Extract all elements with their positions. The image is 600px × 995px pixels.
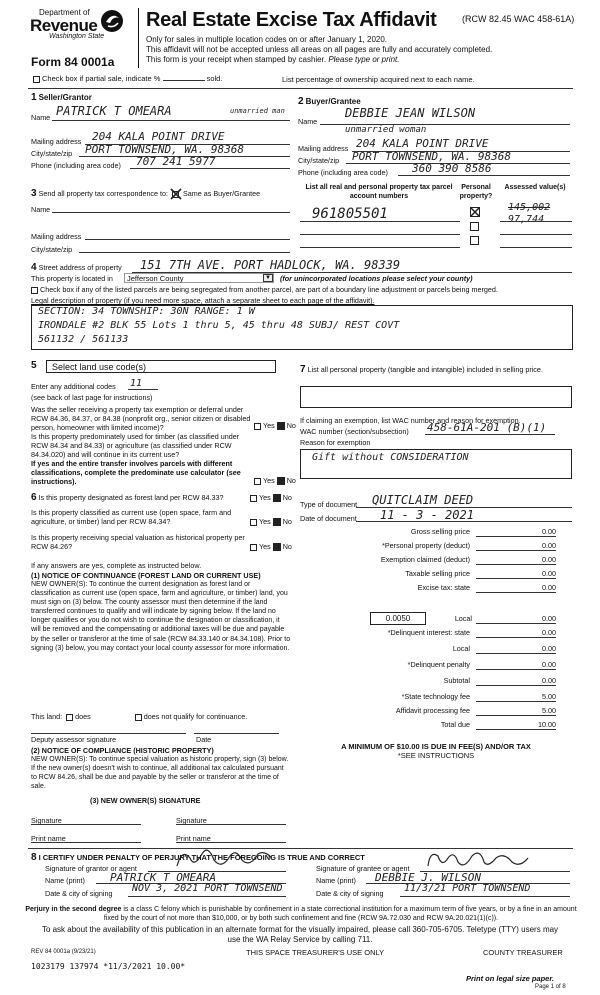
buyer-heading: Buyer/Grantee [305, 97, 361, 106]
seller-city[interactable]: PORT TOWNSEND, WA. 98368 [85, 143, 244, 156]
section-5-num: 5 [31, 360, 37, 371]
personal-prop-col-header: Personal property? [459, 184, 493, 200]
note-2: This affidavit will not be accepted unless all areas on all pages are fully and accurately completed. [146, 45, 493, 54]
does-label: does [75, 712, 91, 721]
taxable-price-label: Taxable selling price [405, 569, 470, 578]
see-instructions: *SEE INSTRUCTIONS [397, 751, 475, 760]
timber-no-label: No [286, 476, 296, 485]
rcw-reference: (RCW 82.45 WAC 458-61A) [462, 14, 575, 24]
corr-mailing-label: Mailing address [31, 232, 82, 241]
reason-value: Gift without CONSIDERATION [312, 452, 469, 463]
delinquent-state-value[interactable]: 0.00 [476, 628, 556, 638]
tech-fee-label: *State technology fee [401, 692, 470, 701]
doc-type-value[interactable]: QUITCLAIM DEED [372, 493, 474, 507]
county-treasurer: COUNTY TREASURER [483, 948, 563, 957]
local-label: Local [454, 614, 472, 623]
section-1-num: 1 [31, 92, 37, 103]
delinquent-penalty-label: *Delinquent penalty [407, 660, 470, 669]
section-2-num: 2 [298, 96, 304, 107]
q-forest: Is this property designated as forest land per RCW 84.33? [38, 493, 224, 502]
subtotal-label: Subtotal [443, 676, 470, 685]
current-use-yes-label: Yes [259, 517, 271, 526]
buyer-name[interactable]: DEBBIE JEAN WILSON [345, 106, 476, 120]
partial-sale-checkbox[interactable] [33, 76, 40, 83]
seller-name-note: unmarried man [230, 107, 285, 115]
personal-deduct-value[interactable]: 0.00 [476, 541, 556, 551]
notice-2-title: (2) NOTICE OF COMPLIANCE (HISTORIC PROPERTY) [31, 746, 214, 755]
county-note: (for unincorporated locations please select your county) [280, 274, 473, 283]
same-as-label: Same as Buyer/Grantee [183, 189, 261, 198]
partial-sale-label: Check box if partial sale, indicate % [42, 74, 161, 83]
agency-line2: Revenue [30, 16, 98, 35]
alt-format-note: To ask about the availability of this publication in an alternate format for the visually impaired, please call 360-705-6705. Teletype (TTY) users may use the WA Relay Service by calling 711. [41, 925, 559, 944]
legal-paper-note: Print on legal size paper. [466, 974, 554, 983]
local-2-value[interactable]: 0.00 [476, 644, 556, 654]
print-name-label-2: Print name [176, 834, 211, 843]
assessed-col-header: Assessed value(s) [504, 184, 566, 191]
section-7-num: 7 [300, 364, 306, 375]
excise-state-value[interactable]: 0.00 [476, 583, 556, 593]
seller-heading: Seller/Grantor [38, 93, 92, 102]
historic-no-label: No [282, 542, 292, 551]
agency-line3: Washington State [49, 33, 105, 40]
timber-no-checkbox[interactable] [277, 477, 285, 485]
exemption-deduct-label: Exemption claimed (deduct) [380, 555, 470, 564]
county-value: Jefferson County [127, 274, 184, 283]
exemption-claim-label: If claiming an exemption, list WAC number and reason for exemption. [300, 416, 521, 425]
grantor-name-label: Name (print) [45, 876, 85, 885]
tech-fee-value[interactable]: 5.00 [476, 692, 556, 702]
tax-rate-field[interactable]: 0.0050 [370, 612, 426, 625]
page-number: Page 1 of 8 [535, 984, 566, 990]
exemption-no-checkbox[interactable] [277, 422, 285, 430]
certify-heading: I CERTIFY UNDER PENALTY OF PERJURY THAT THE FOREGOING IS TRUE AND CORRECT [38, 853, 365, 862]
new-owner-sig-heading: (3) NEW OWNER(S) SIGNATURE [90, 796, 201, 805]
seller-mailing[interactable]: 204 KALA POINT DRIVE [92, 130, 225, 143]
segregated-checkbox[interactable] [31, 287, 38, 294]
segregated-label: Check box if any of the listed parcels are being segregated from another parcel, are part of a boundary line adjustment or parcels being merged. [40, 285, 498, 294]
q-timber-note: If yes and the entire transfer involves parcels with different classifications, complete the predominate use calculator (see instructions). [31, 459, 241, 486]
sold-label: sold. [206, 74, 223, 83]
buyer-phone-label: Phone (including area code) [298, 168, 388, 177]
notice-1-text: NEW OWNER(S): To continue the current designation as forest land or classification as current use (open space, farm and agriculture, or timber) land, you must sign on (3) below. The county assessor must then determine if the land transferred continues to qualify and will indicate by signing below. If the land no longer qualifies or you do not wish to continue the designation or classification, it will be removed and the compensating or additional taxes will be due and payable by the seller or transferor at the time of sale (RCW 84.33.140 or 84.34.108). Prior to signing (3) below, you may contact your local county assessor for more information. [31, 581, 291, 652]
same-as-buyer-checkbox[interactable] [172, 191, 179, 198]
seller-name-label: Name [31, 113, 51, 122]
total-due-value[interactable]: 10.00 [476, 720, 556, 730]
exemption-yes-checkbox[interactable] [254, 423, 261, 430]
grantor-signature-text [192, 853, 269, 863]
buyer-city-label: City/state/zip [298, 156, 340, 165]
grantee-name-label: Name (print) [316, 876, 356, 885]
additional-codes-value[interactable]: 11 [130, 378, 143, 389]
exemption-yes-label: Yes [263, 421, 275, 430]
taxable-price-value[interactable]: 0.00 [476, 569, 556, 579]
note-1: Only for sales in multiple location codes on or after January 1, 2020. [146, 35, 388, 44]
historic-yes-label: Yes [259, 542, 271, 551]
x-mark-icon [470, 207, 480, 217]
doc-type-label: Type of document [300, 500, 358, 509]
agency-line1: Department of [39, 8, 90, 17]
personal-prop-checkbox-2[interactable] [470, 222, 479, 231]
q-current-use: Is this property classified as current use (open space, farm and agriculture, or timber) land per RCW 84.34? [31, 508, 232, 526]
grantee-signature-text [440, 854, 517, 864]
forest-no-checkbox[interactable] [273, 494, 281, 502]
seller-city-label: City/state/zip [31, 149, 73, 158]
if-yes-note: If any answers are yes, complete as instructed below. [31, 561, 202, 570]
processing-fee-label: Affidavit processing fee [395, 706, 470, 715]
land-use-label: Select land use code(s) [52, 362, 147, 372]
print-name-label-1: Print name [31, 834, 66, 843]
legal-line-3: 561132 / 561133 [38, 334, 129, 345]
assessed-value-1a[interactable]: 145,002 [508, 202, 551, 213]
legal-line-2: IRONDALE #2 BLK 55 Lots 1 thru 5, 45 thru 48 SUBJ/ REST COVT [38, 320, 400, 331]
total-due-label: Total due [440, 720, 470, 729]
legal-line-1: SECTION: 34 TOWNSHIP: 30N RANGE: 1 W [38, 306, 255, 317]
note-3-italic: Please type or print. [328, 55, 400, 64]
grantor-date-city[interactable]: NOV 3, 2021 PORT TOWNSEND [132, 883, 283, 894]
grantor-print-name[interactable]: PATRICK T OMEARA [110, 871, 216, 884]
personal-deduct-label: *Personal property (deduct) [382, 541, 470, 550]
dor-swirl-icon [100, 9, 124, 33]
current-use-yes-checkbox[interactable] [250, 519, 257, 526]
seller-phone-label: Phone (including area code) [31, 161, 121, 170]
reason-label: Reason for exemption [300, 438, 371, 447]
timber-yes-label: Yes [263, 476, 275, 485]
perjury-text: is a class C felony which is punishable by confinement in a state correctional institution for a maximum term of five years, or by a fine in an amount fixed by the court of not more than $10,000, or by both such confinement and fine (RCW 9A.72.030 and RCW 9A.20.021(1)(c)). [103, 906, 577, 922]
wac-label: WAC number (section/subsection) [300, 427, 409, 436]
treasurer-use: THIS SPACE TREASURER'S USE ONLY [246, 948, 385, 957]
street-label: Street address of property [38, 263, 122, 272]
current-use-no-label: No [282, 517, 292, 526]
dropdown-arrow-icon[interactable]: ▼ [263, 274, 273, 282]
timber-yes-checkbox[interactable] [254, 478, 261, 485]
county-select[interactable] [124, 273, 274, 283]
local-2-label: Local [452, 644, 470, 653]
see-back-label: (see back of last page for instructions) [31, 393, 153, 402]
legal-label: Legal description of property (if you need more space, attach a separate sheet to each page of the affidavit). [31, 296, 375, 305]
section-6-num: 6 [31, 492, 37, 503]
located-label: This property is located in [31, 274, 113, 283]
personal-prop-checkbox-3[interactable] [470, 236, 479, 245]
historic-no-checkbox[interactable] [273, 543, 281, 551]
cashier-stamp: 1023179 137974 *11/3/2021 10.00* [31, 962, 186, 971]
sig-label-1: Signature [31, 816, 62, 825]
corr-city-label: City/state/zip [31, 245, 73, 254]
doc-date-label: Date of document [300, 514, 357, 523]
forest-yes-label: Yes [259, 493, 271, 502]
parcel-number-1[interactable]: 961805501 [312, 206, 388, 222]
delinquent-penalty-value[interactable]: 0.00 [476, 660, 556, 670]
corr-name-label: Name [31, 205, 51, 214]
grantee-sig-label: Signature of grantee or agent [316, 864, 410, 873]
deputy-date-label: Date [196, 735, 212, 744]
gross-price-label: Gross selling price [410, 527, 470, 536]
forest-no-label: No [282, 493, 292, 502]
q-historic: Is this property receiving special valuation as historical property per RCW 84.26? [31, 533, 245, 551]
check-mark-icon [170, 188, 182, 200]
section-3-num: 3 [31, 188, 37, 199]
forest-yes-checkbox[interactable] [250, 495, 257, 502]
section-4-num: 4 [31, 262, 37, 273]
buyer-name-note: unmarried woman [345, 125, 427, 135]
parcel-col-header: List all real and personal property tax parcel account numbers [305, 184, 453, 200]
this-land-label: This land: [31, 712, 63, 721]
additional-codes-label: Enter any additional codes [31, 382, 116, 391]
page-title: Real Estate Excise Tax Affidavit [146, 9, 437, 31]
form-number: Form 84 0001a [31, 55, 115, 69]
gross-price-value[interactable]: 0.00 [476, 527, 556, 537]
street-address[interactable]: 151 7TH AVE. PORT HADLOCK, WA. 98339 [140, 258, 401, 272]
ownership-note: List percentage of ownership acquired next to each name. [282, 75, 475, 84]
section-8-num: 8 [31, 852, 37, 863]
deputy-sig-label: Deputy assessor signature [31, 735, 117, 744]
doc-date-value[interactable]: 11 - 3 - 2021 [380, 508, 474, 522]
seller-mailing-label: Mailing address [31, 137, 82, 146]
grantee-print-name[interactable]: DEBBIE J. WILSON [375, 871, 481, 884]
buyer-name-label: Name [298, 117, 318, 126]
does-not-label: does not qualify for continuance. [143, 712, 248, 721]
grantor-date-label: Date & city of signing [45, 889, 113, 898]
personal-property-heading: List all personal property (tangible and intangible) included in selling price. [307, 365, 543, 374]
does-not-checkbox[interactable] [135, 714, 142, 721]
personal-property-box[interactable] [300, 386, 572, 408]
local-value[interactable]: 0.00 [476, 614, 556, 624]
buyer-phone[interactable]: 360 390 8586 [412, 162, 492, 175]
excise-state-label: Excise tax: state [417, 583, 470, 592]
minimum-note: A MINIMUM OF $10.00 IS DUE IN FEE(S) AND/OR TAX [341, 742, 531, 751]
q-timber: Is this property predominately used for timber (as classified under RCW 84.34 and 84.33) or agriculture (as classified under RCW 84.34.020) and will continue in its current use? [31, 432, 240, 459]
grantee-date-city[interactable]: 11/3/21 PORT TOWNSEND [404, 883, 531, 894]
buyer-mailing[interactable]: 204 KALA POINT DRIVE [356, 137, 489, 150]
subtotal-value[interactable]: 0.00 [476, 676, 556, 686]
perjury-bold: Perjury in the second degree [25, 906, 122, 913]
sig-label-2: Signature [176, 816, 207, 825]
rev-label: REV 84 0001a (9/23/21) [31, 949, 96, 955]
seller-name[interactable]: PATRICK T OMEARA [56, 104, 172, 118]
personal-prop-checkbox-1[interactable] [470, 207, 480, 217]
historic-yes-checkbox[interactable] [250, 544, 257, 551]
buyer-mailing-label: Mailing address [298, 144, 349, 153]
q-exemption: Was the seller receiving a property tax exemption or deferral under RCW 84.36, 84.37, or 84.38 (nonprofit org., senior citizen or disabled person, homeowner with limited income)? [31, 405, 251, 432]
notice-1-title: (1) NOTICE OF CONTINUANCE (FOREST LAND OR CURRENT USE) [31, 571, 261, 580]
note-3: This form is your receipt when stamped by cashier. [146, 55, 327, 64]
wac-value[interactable]: 458-61A-201 (B)(1) [427, 421, 547, 434]
exemption-deduct-value[interactable]: 0.00 [476, 555, 556, 565]
current-use-no-checkbox[interactable] [273, 518, 281, 526]
correspondence-heading: Send all property tax correspondence to: [38, 189, 169, 198]
processing-fee-value[interactable]: 5.00 [476, 706, 556, 716]
assessed-value-1b[interactable]: 97,744 [508, 214, 545, 225]
dor-logo [27, 8, 127, 52]
exemption-no-label: No [286, 421, 296, 430]
delinquent-state-label: *Delinquent interest: state [387, 628, 470, 637]
does-checkbox[interactable] [66, 714, 73, 721]
land-use-select[interactable] [46, 360, 276, 373]
buyer-city[interactable]: PORT TOWNSEND, WA. 98368 [352, 150, 511, 163]
seller-phone[interactable]: 707 241 5977 [136, 155, 216, 168]
grantor-sig-label: Signature of grantor or agent [45, 864, 137, 873]
notice-2-text: NEW OWNER(S): To continue special valuation as historic property, sign (3) below. If the new owner(s) doesn't wish to continue, all additional tax calculated pursuant to RCW 84.26, shall be due and payable by the seller or transferor at the time of sale. [31, 756, 289, 791]
grantee-date-label: Date & city of signing [316, 889, 384, 898]
